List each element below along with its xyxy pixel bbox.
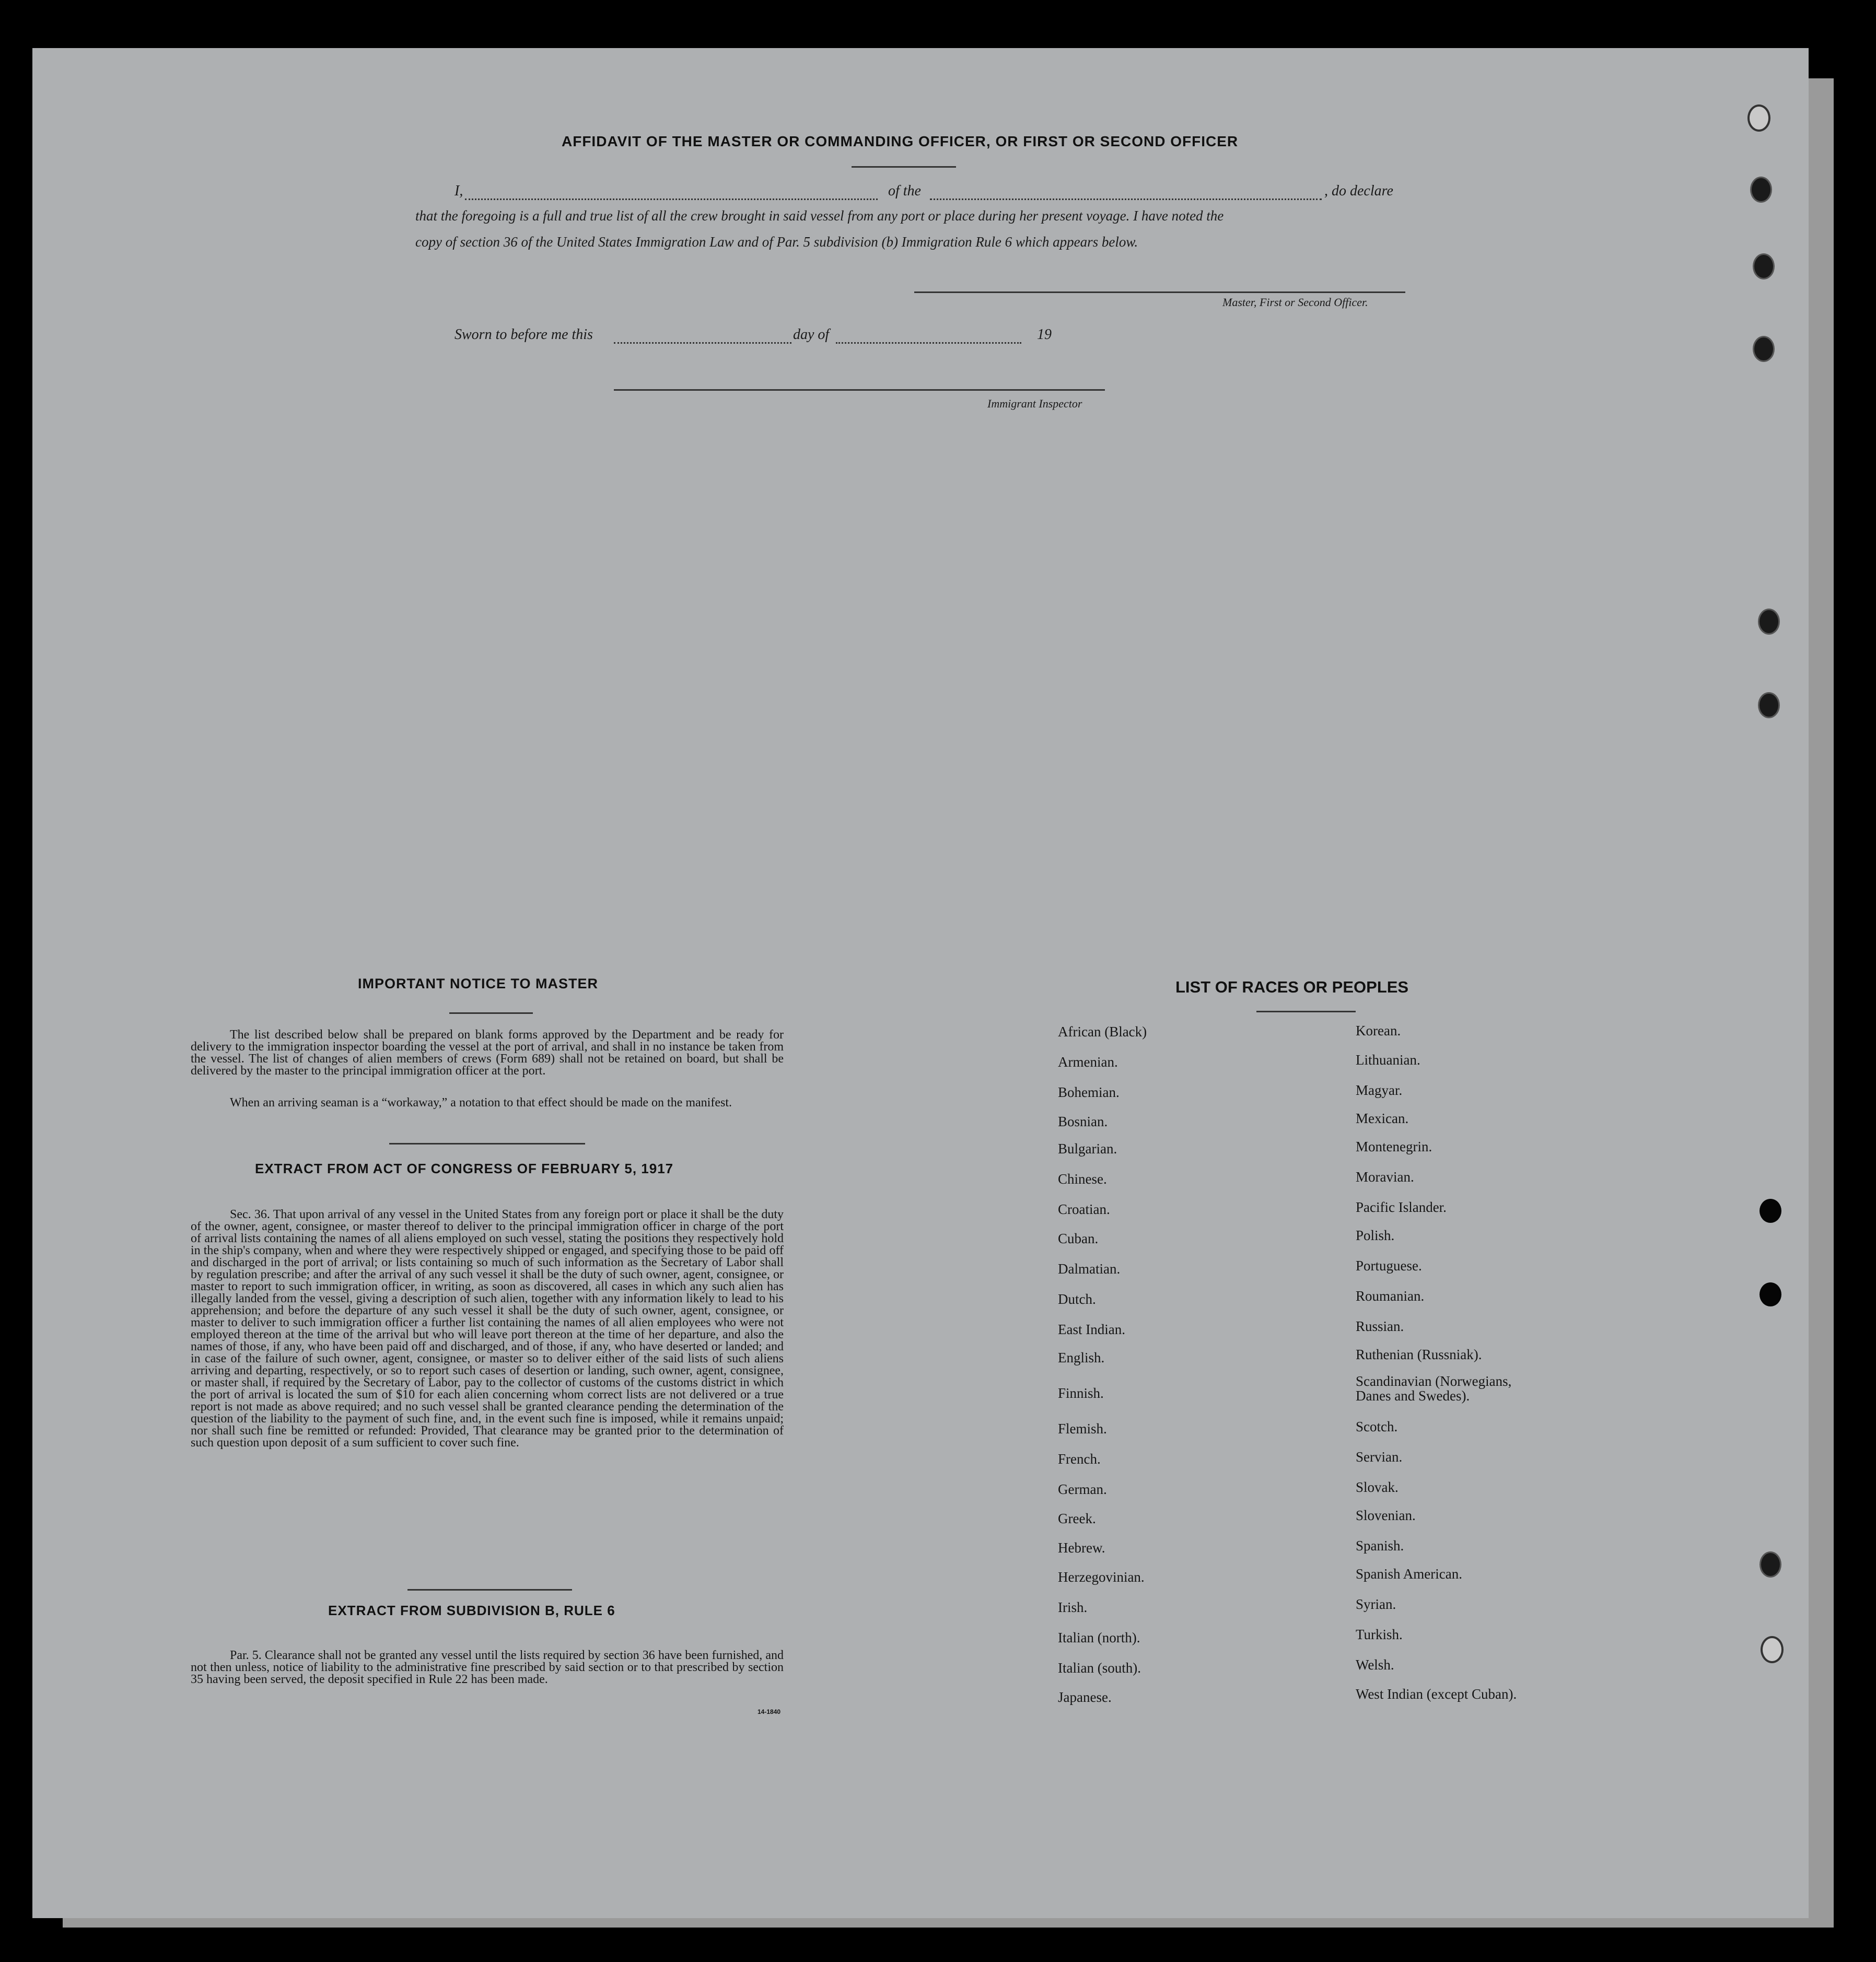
race-item: Herzegovinian. — [1058, 1569, 1145, 1585]
races-title: LIST OF RACES OR PEOPLES — [1175, 978, 1409, 996]
race-item: Turkish. — [1356, 1627, 1403, 1642]
divider — [389, 1143, 585, 1144]
notice-paragraph-2: When an arriving seaman is a “workaway,” a notation to that effect should be made on the manifest. — [230, 1096, 732, 1110]
race-item: Chinese. — [1058, 1171, 1107, 1187]
race-item: Lithuanian. — [1356, 1052, 1420, 1068]
race-item: African (Black) — [1058, 1024, 1147, 1040]
race-item: Slovenian. — [1356, 1508, 1416, 1523]
binder-hole-icon — [1753, 253, 1775, 279]
race-item: Irish. — [1058, 1599, 1088, 1615]
extract-rule-title: EXTRACT FROM SUBDIVISION B, RULE 6 — [328, 1603, 615, 1618]
race-item: Polish. — [1356, 1228, 1395, 1243]
race-item: Slovak. — [1356, 1479, 1399, 1495]
race-item: Dalmatian. — [1058, 1261, 1121, 1277]
binder-hole-icon — [1747, 104, 1770, 132]
divider — [1256, 1011, 1356, 1012]
race-item: Magyar. — [1356, 1082, 1403, 1098]
race-item: English. — [1058, 1350, 1105, 1365]
sworn-day-field[interactable] — [614, 342, 791, 344]
binder-hole-icon — [1760, 1551, 1781, 1578]
race-item: French. — [1058, 1451, 1101, 1467]
binder-hole-icon — [1760, 1282, 1781, 1306]
race-item: Montenegrin. — [1356, 1139, 1432, 1154]
race-item: Roumanian. — [1356, 1288, 1425, 1304]
race-item: Portuguese. — [1356, 1258, 1422, 1274]
race-item: West Indian (except Cuban). — [1356, 1686, 1517, 1702]
vessel-name-field[interactable] — [930, 198, 1322, 200]
races-right-column — [1356, 1023, 1648, 1712]
day-of-label: day of — [793, 326, 830, 343]
race-item: Bohemian. — [1058, 1084, 1120, 1100]
extract-rule-body: Par. 5. Clearance shall not be granted any vessel until the lists required by section 36 have been furnished, and not then unless, notice of liability to the administrative fine prescribed by said section or to that prescribed by section 35 having been served, the deposit specified in Rule 22 has been made. — [191, 1649, 784, 1686]
race-item: Italian (south). — [1058, 1660, 1141, 1676]
race-item: Bulgarian. — [1058, 1141, 1117, 1157]
race-item: Croatian. — [1058, 1201, 1110, 1217]
race-item: Korean. — [1356, 1023, 1401, 1038]
affidavit-declare-label: , do declare — [1324, 183, 1393, 199]
binder-hole-icon — [1760, 1199, 1781, 1223]
race-item: Moravian. — [1356, 1169, 1414, 1185]
binder-hole-icon — [1753, 336, 1775, 362]
race-item: Syrian. — [1356, 1596, 1396, 1612]
race-item: German. — [1058, 1481, 1107, 1497]
race-item: Mexican. — [1356, 1111, 1409, 1126]
affidavit-line-3: copy of section 36 of the United States Immigration Law and of Par. 5 subdivision (b) Immigration Rule 6 which appears below. — [415, 234, 1138, 250]
master-signature-line[interactable] — [914, 291, 1405, 293]
divider — [407, 1589, 572, 1591]
race-item: Italian (north). — [1058, 1630, 1140, 1645]
sworn-month-field[interactable] — [836, 342, 1021, 344]
divider — [449, 1012, 533, 1014]
year-prefix: 19 — [1037, 326, 1052, 343]
affidavit-line-1 — [455, 183, 1411, 204]
binder-hole-icon — [1758, 692, 1780, 718]
race-item: Greek. — [1058, 1511, 1096, 1526]
inspector-signature-line[interactable] — [614, 389, 1105, 391]
race-item: Scotch. — [1356, 1419, 1398, 1434]
binder-hole-icon — [1758, 609, 1780, 635]
race-item: Servian. — [1356, 1449, 1403, 1465]
divider — [852, 166, 956, 168]
affidavit-title: AFFIDAVIT OF THE MASTER OR COMMANDING OFFICER, OR FIRST OR SECOND OFFICER — [562, 133, 1239, 149]
race-item: Ruthenian (Russniak). — [1356, 1347, 1482, 1362]
race-item: Spanish American. — [1356, 1566, 1462, 1582]
form-number: 14-1840 — [758, 1708, 781, 1715]
race-item: Hebrew. — [1058, 1540, 1105, 1556]
race-item: Cuban. — [1058, 1231, 1099, 1246]
race-item: East Indian. — [1058, 1322, 1125, 1337]
inspector-label: Immigrant Inspector — [987, 397, 1082, 410]
race-item: Welsh. — [1356, 1657, 1394, 1673]
notice-title: IMPORTANT NOTICE TO MASTER — [358, 976, 598, 991]
race-item: Dutch. — [1058, 1291, 1096, 1307]
race-item: Bosnian. — [1058, 1114, 1108, 1129]
affidavit-line-2: that the foregoing is a full and true list of all the crew brought in said vessel from any port or place during her present voyage. I have noted the — [415, 208, 1224, 224]
master-name-field[interactable] — [465, 198, 878, 200]
race-item: Pacific Islander. — [1356, 1199, 1447, 1215]
notice-paragraph-1: The list described below shall be prepared on blank forms approved by the Department and be ready for delivery to the immigration inspector boarding the vessel at the port of arrival, and shall in no instance be taken from the vessel. The list of changes of alien members of crews (Form 689) shall not be retained on board, but shall be delivered by the master to the principal immigration officer at the port. — [191, 1028, 784, 1078]
race-item: Russian. — [1356, 1318, 1404, 1334]
extract-act-title: EXTRACT FROM ACT OF CONGRESS OF FEBRUARY 5, 1917 — [255, 1161, 674, 1176]
affidavit-of-the-label: of the — [888, 183, 921, 199]
races-left-column — [1058, 1024, 1319, 1713]
master-signature-label: Master, First or Second Officer. — [1222, 296, 1368, 309]
race-item: Scandinavian (Norwegians, Danes and Swedes). — [1356, 1373, 1512, 1404]
binder-hole-icon — [1750, 177, 1772, 203]
race-item: Armenian. — [1058, 1054, 1118, 1070]
extract-act-body: Sec. 36. That upon arrival of any vessel in the United States from any foreign port or place it shall be the duty of the owner, agent, consignee, or master thereof to deliver to the principal immigration officer in charge of the port of arrival lists containing the names of all aliens employed on such vessel, stating the positions they respectively hold in the ship's company, when and where they were respectively shipped or engaged, and specifying those to be paid off and discharged in the port of arrival; or lists containing so much of such information as the Secretary of Labor shall by regulation prescribe; and after the arrival of any such vessel it shall be the duty of such owner, agent, consignee, or master to report to such immigration officer, in writing, as soon as discovered, all cases in which any such alien has illegally landed from the vessel, giving a description of such alien, together with any information likely to lead to his apprehension; and before the departure of any such vessel it shall be the duty of such owner, agent, consignee, or master to deliver to such immigration officer a further list containing the names of all alien employees who were not employed thereon at the time of the arrival but who will leave port thereon at the time of her departure, and also the names of those, if any, who have been paid off and discharged, and of those, if any, who have deserted or landed; and in case of the failure of such owner, agent, consignee, or master so to deliver either of the said lists of such aliens arriving and departing, respectively, or so to report such cases of desertion or landing, such owner, agent, consignee, or master shall, if required by the Secretary of Labor, pay to the collector of customs of the customs district in which the port of arrival is located the sum of $10 for each alien concerning whom correct lists are not delivered or a true report is not made as above required; and no such vessel shall be granted clearance pending the determination of the question of the liability to the payment of such fine, and, in the event such fine is imposed, while it remains unpaid; nor shall such fine be remitted or refunded: Provided, That clearance may be granted prior to the determination of such question upon deposit of a sum sufficient to cover such fine. — [191, 1208, 784, 1450]
sworn-line — [455, 326, 1081, 347]
sworn-label: Sworn to before me this — [455, 326, 593, 343]
race-item: Japanese. — [1058, 1689, 1112, 1705]
binder-hole-icon — [1761, 1636, 1784, 1663]
affidavit-i-label: I, — [455, 183, 463, 199]
race-item: Spanish. — [1356, 1538, 1404, 1554]
race-item: Flemish. — [1058, 1421, 1107, 1437]
race-item: Finnish. — [1058, 1385, 1104, 1401]
